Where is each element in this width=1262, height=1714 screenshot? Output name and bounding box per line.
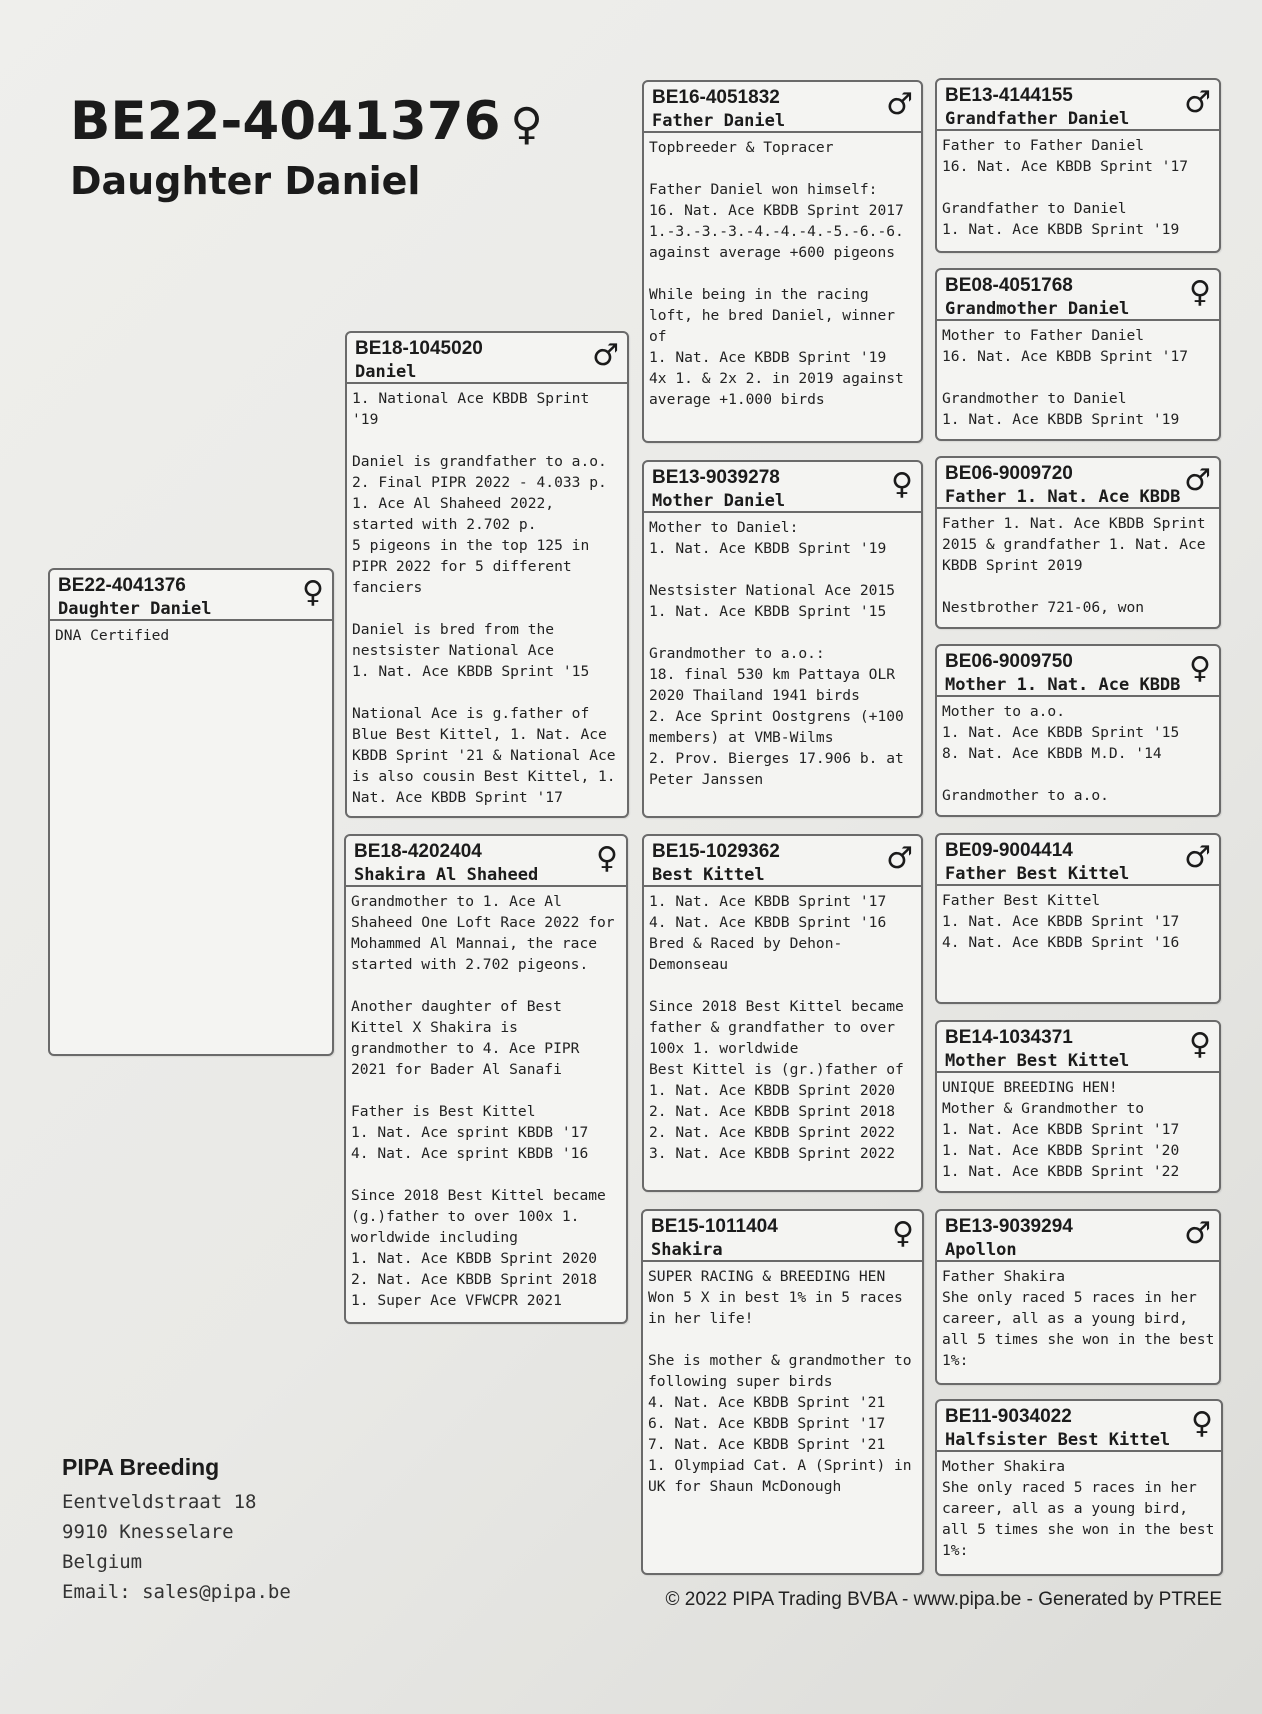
pedigree-card-father-mother [642,460,923,818]
pedigree-card-father [345,331,629,818]
card-name: Grandmother Daniel [945,299,1130,319]
title-ring-number: BE22-4041376 ♀ [70,91,543,152]
female-symbol-icon: ♀ [510,99,543,150]
breeder-email: Email: sales@pipa.be [62,1581,291,1603]
card-name: Best Kittel [652,865,765,885]
pedigree-card-mother-mother [641,1209,924,1575]
card-ring: BE15-1029362 [652,841,780,862]
card-ring: BE06-9009720 [945,463,1073,484]
page-title [70,92,543,205]
pedigree-card-father-father [642,80,923,443]
male-symbol-icon: ♂ [886,87,913,122]
male-symbol-icon: ♂ [1184,463,1211,498]
pedigree-card-mother-father [642,834,923,1192]
pedigree-card-fm-mother [935,644,1221,817]
pedigree-card-mm-mother [935,1399,1223,1576]
breeder-address [62,1454,291,1607]
pedigree-card-mother [344,834,628,1324]
card-ring: BE13-9039294 [945,1216,1073,1237]
card-name: Grandfather Daniel [945,109,1130,129]
pedigree-card-mf-mother [935,1020,1221,1193]
pedigree-card-ff-mother [935,268,1221,441]
card-name: Mother 1. Nat. Ace KBDB [945,675,1181,695]
pedigree-card-subject [48,568,334,1056]
card-info: Father to Father Daniel 16. Nat. Ace KBDB Sprint '17 Grandfather to Daniel 1. Nat. Ace KBDB Sprint '19 [942,137,1189,238]
card-ring: BE22-4041376 [58,575,186,596]
card-ring: BE13-4144155 [945,85,1073,106]
card-ring: BE15-1011404 [651,1216,778,1237]
card-ring: BE13-9039278 [652,467,780,488]
card-info: DNA Certified [55,627,170,644]
card-name: Mother Daniel [652,491,786,511]
pedigree-card-mm-father [935,1209,1221,1385]
card-info: 1. Nat. Ace KBDB Sprint '17 4. Nat. Ace KBDB Sprint '16 Bred & Raced by Dehon-Demonseau Since 2018 Best Kittel became father & grandfather to over 100x 1. worldwide Best Kittel is (gr.)father of 1. Nat. Ace KBDB Sprint 2020 2. Nat. Ace KBDB Sprint 2018 2. Nat. Ace KBDB Sprint 2022 3. Nat. Ace KBDB Sprint 2022 [649,893,904,1162]
title-pigeon-name: Daughter Daniel [70,159,421,203]
breeder-street: Eentveldstraat 18 [62,1491,257,1513]
breeder-name: PIPA Breeding [62,1454,220,1480]
pedigree-card-mf-father [935,833,1221,1004]
card-info: Mother Shakira She only raced 5 races in her career, all as a young bird, all 5 times she won in the best 1%: [942,1458,1215,1559]
female-symbol-icon: ♀ [892,1216,914,1251]
card-name: Father Daniel [652,111,786,131]
card-info: Mother to a.o. 1. Nat. Ace KBDB Sprint '15 8. Nat. Ace KBDB M.D. '14 Grandmother to a.o. [942,703,1180,804]
female-symbol-icon: ♀ [891,467,913,502]
card-info: UNIQUE BREEDING HEN! Mother & Grandmother to 1. Nat. Ace KBDB Sprint '17 1. Nat. Ace KBDB Sprint '20 1. Nat. Ace KBDB Sprint '22 [942,1079,1180,1180]
breeder-country: Belgium [62,1551,143,1573]
female-symbol-icon: ♀ [1189,275,1211,310]
female-symbol-icon: ♀ [1189,651,1211,686]
female-symbol-icon: ♀ [1191,1406,1213,1441]
card-info: Mother to Father Daniel 16. Nat. Ace KBDB Sprint '17 Grandmother to Daniel 1. Nat. Ace KBDB Sprint '19 [942,327,1189,428]
male-symbol-icon: ♂ [1184,840,1211,875]
male-symbol-icon: ♂ [886,841,913,876]
breeder-city: 9910 Knesselare [62,1521,234,1543]
card-ring: BE11-9034022 [945,1406,1072,1427]
card-info: Mother to Daniel: 1. Nat. Ace KBDB Sprint '19 Nestsister National Ace 2015 1. Nat. Ace KBDB Sprint '15 Grandmother to a.o.: 18. final 530 km Pattaya OLR 2020 Thailand 1941 birds 2. Ace Sprint Oostgrens (+100 members) at VMB-Wilms 2. Prov. Bierges 17.906 b. at Peter Janssen [649,519,904,788]
card-name: Halfsister Best Kittel [945,1430,1171,1450]
card-name: Shakira Al Shaheed [354,865,539,885]
card-name: Daniel [355,362,417,382]
card-name: Shakira [651,1240,723,1260]
card-info: Father 1. Nat. Ace KBDB Sprint 2015 & grandfather 1. Nat. Ace KBDB Sprint 2019 Nestbrother 721-06, won [942,515,1206,616]
card-ring: BE08-4051768 [945,275,1073,296]
female-symbol-icon: ♀ [1189,1027,1211,1062]
card-info: Grandmother to 1. Ace Al Shaheed One Loft Race 2022 for Mohammed Al Mannai, the race started with 2.702 pigeons. Another daughter of Best Kittel X Shakira is grandmother to 4. Ace PIPR 2021 for Bader Al Sanafi Father is Best Kittel 1. Nat. Ace sprint KBDB '17 4. Nat. Ace sprint KBDB '16 Since 2018 Best Kittel became (g.)father to over 100x 1. worldwide including 1. Nat. Ace KBDB Sprint 2020 2. Nat. Ace KBDB Sprint 2018 1. Super Ace VFWCPR 2021 [351,893,615,1309]
card-name: Daughter Daniel [58,599,212,619]
female-symbol-icon: ♀ [302,575,324,610]
card-info: 1. National Ace KBDB Sprint '19 Daniel is grandfather to a.o. 2. Final PIPR 2022 - 4.033 p. 1. Ace Al Shaheed 2022, started with 2.702 p. 5 pigeons in the top 125 in PIPR 2022 for 5 different fanciers Daniel is bred from the nestsister National Ace 1. Nat. Ace KBDB Sprint '15 National Ace is g.father of Blue Best Kittel, 1. Nat. Ace KBDB Sprint '21 & National Ace is also cousin Best Kittel, 1. Nat. Ace KBDB Sprint '17 [352,390,616,806]
card-ring: BE16-4051832 [652,87,780,108]
pedigree-card-ff-father [935,78,1221,253]
card-info: SUPER RACING & BREEDING HEN Won 5 X in best 1% in 5 races in her life! She is mother & grandmother to following super birds 4. Nat. Ace KBDB Sprint '21 6. Nat. Ace KBDB Sprint '17 7. Nat. Ace KBDB Sprint '21 1. Olympiad Cat. A (Sprint) in UK for Shaun McDonough [648,1268,912,1495]
card-name: Mother Best Kittel [945,1051,1130,1071]
card-name: Father Best Kittel [945,864,1130,884]
female-symbol-icon: ♀ [596,841,618,876]
card-ring: BE06-9009750 [945,651,1073,672]
card-info: Topbreeder & Topracer Father Daniel won himself: 16. Nat. Ace KBDB Sprint 2017 1.-3.-3.-3.-4.-4.-4.-5.-6.-6. against average +600 pigeons While being in the racing loft, he bred Daniel, winner of 1. Nat. Ace KBDB Sprint '19 4x 1. & 2x 2. in 2019 against average +1.000 birds [649,139,904,408]
card-name: Father 1. Nat. Ace KBDB [945,487,1181,507]
card-ring: BE09-9004414 [945,840,1073,861]
card-info: Father Best Kittel 1. Nat. Ace KBDB Sprint '17 4. Nat. Ace KBDB Sprint '16 [942,892,1180,951]
card-ring: BE18-1045020 [355,338,483,359]
copyright-footer: © 2022 PIPA Trading BVBA - www.pipa.be - Generated by PTREE [665,1589,1222,1610]
male-symbol-icon: ♂ [1184,1216,1211,1251]
card-ring: BE14-1034371 [945,1027,1073,1048]
male-symbol-icon: ♂ [1184,85,1211,120]
card-info: Father Shakira She only raced 5 races in her career, all as a young bird, all 5 times she won in the best 1%: [942,1268,1215,1369]
male-symbol-icon: ♂ [592,338,619,373]
card-ring: BE18-4202404 [354,841,482,862]
pedigree-card-fm-father [935,456,1221,629]
card-name: Apollon [945,1240,1017,1260]
